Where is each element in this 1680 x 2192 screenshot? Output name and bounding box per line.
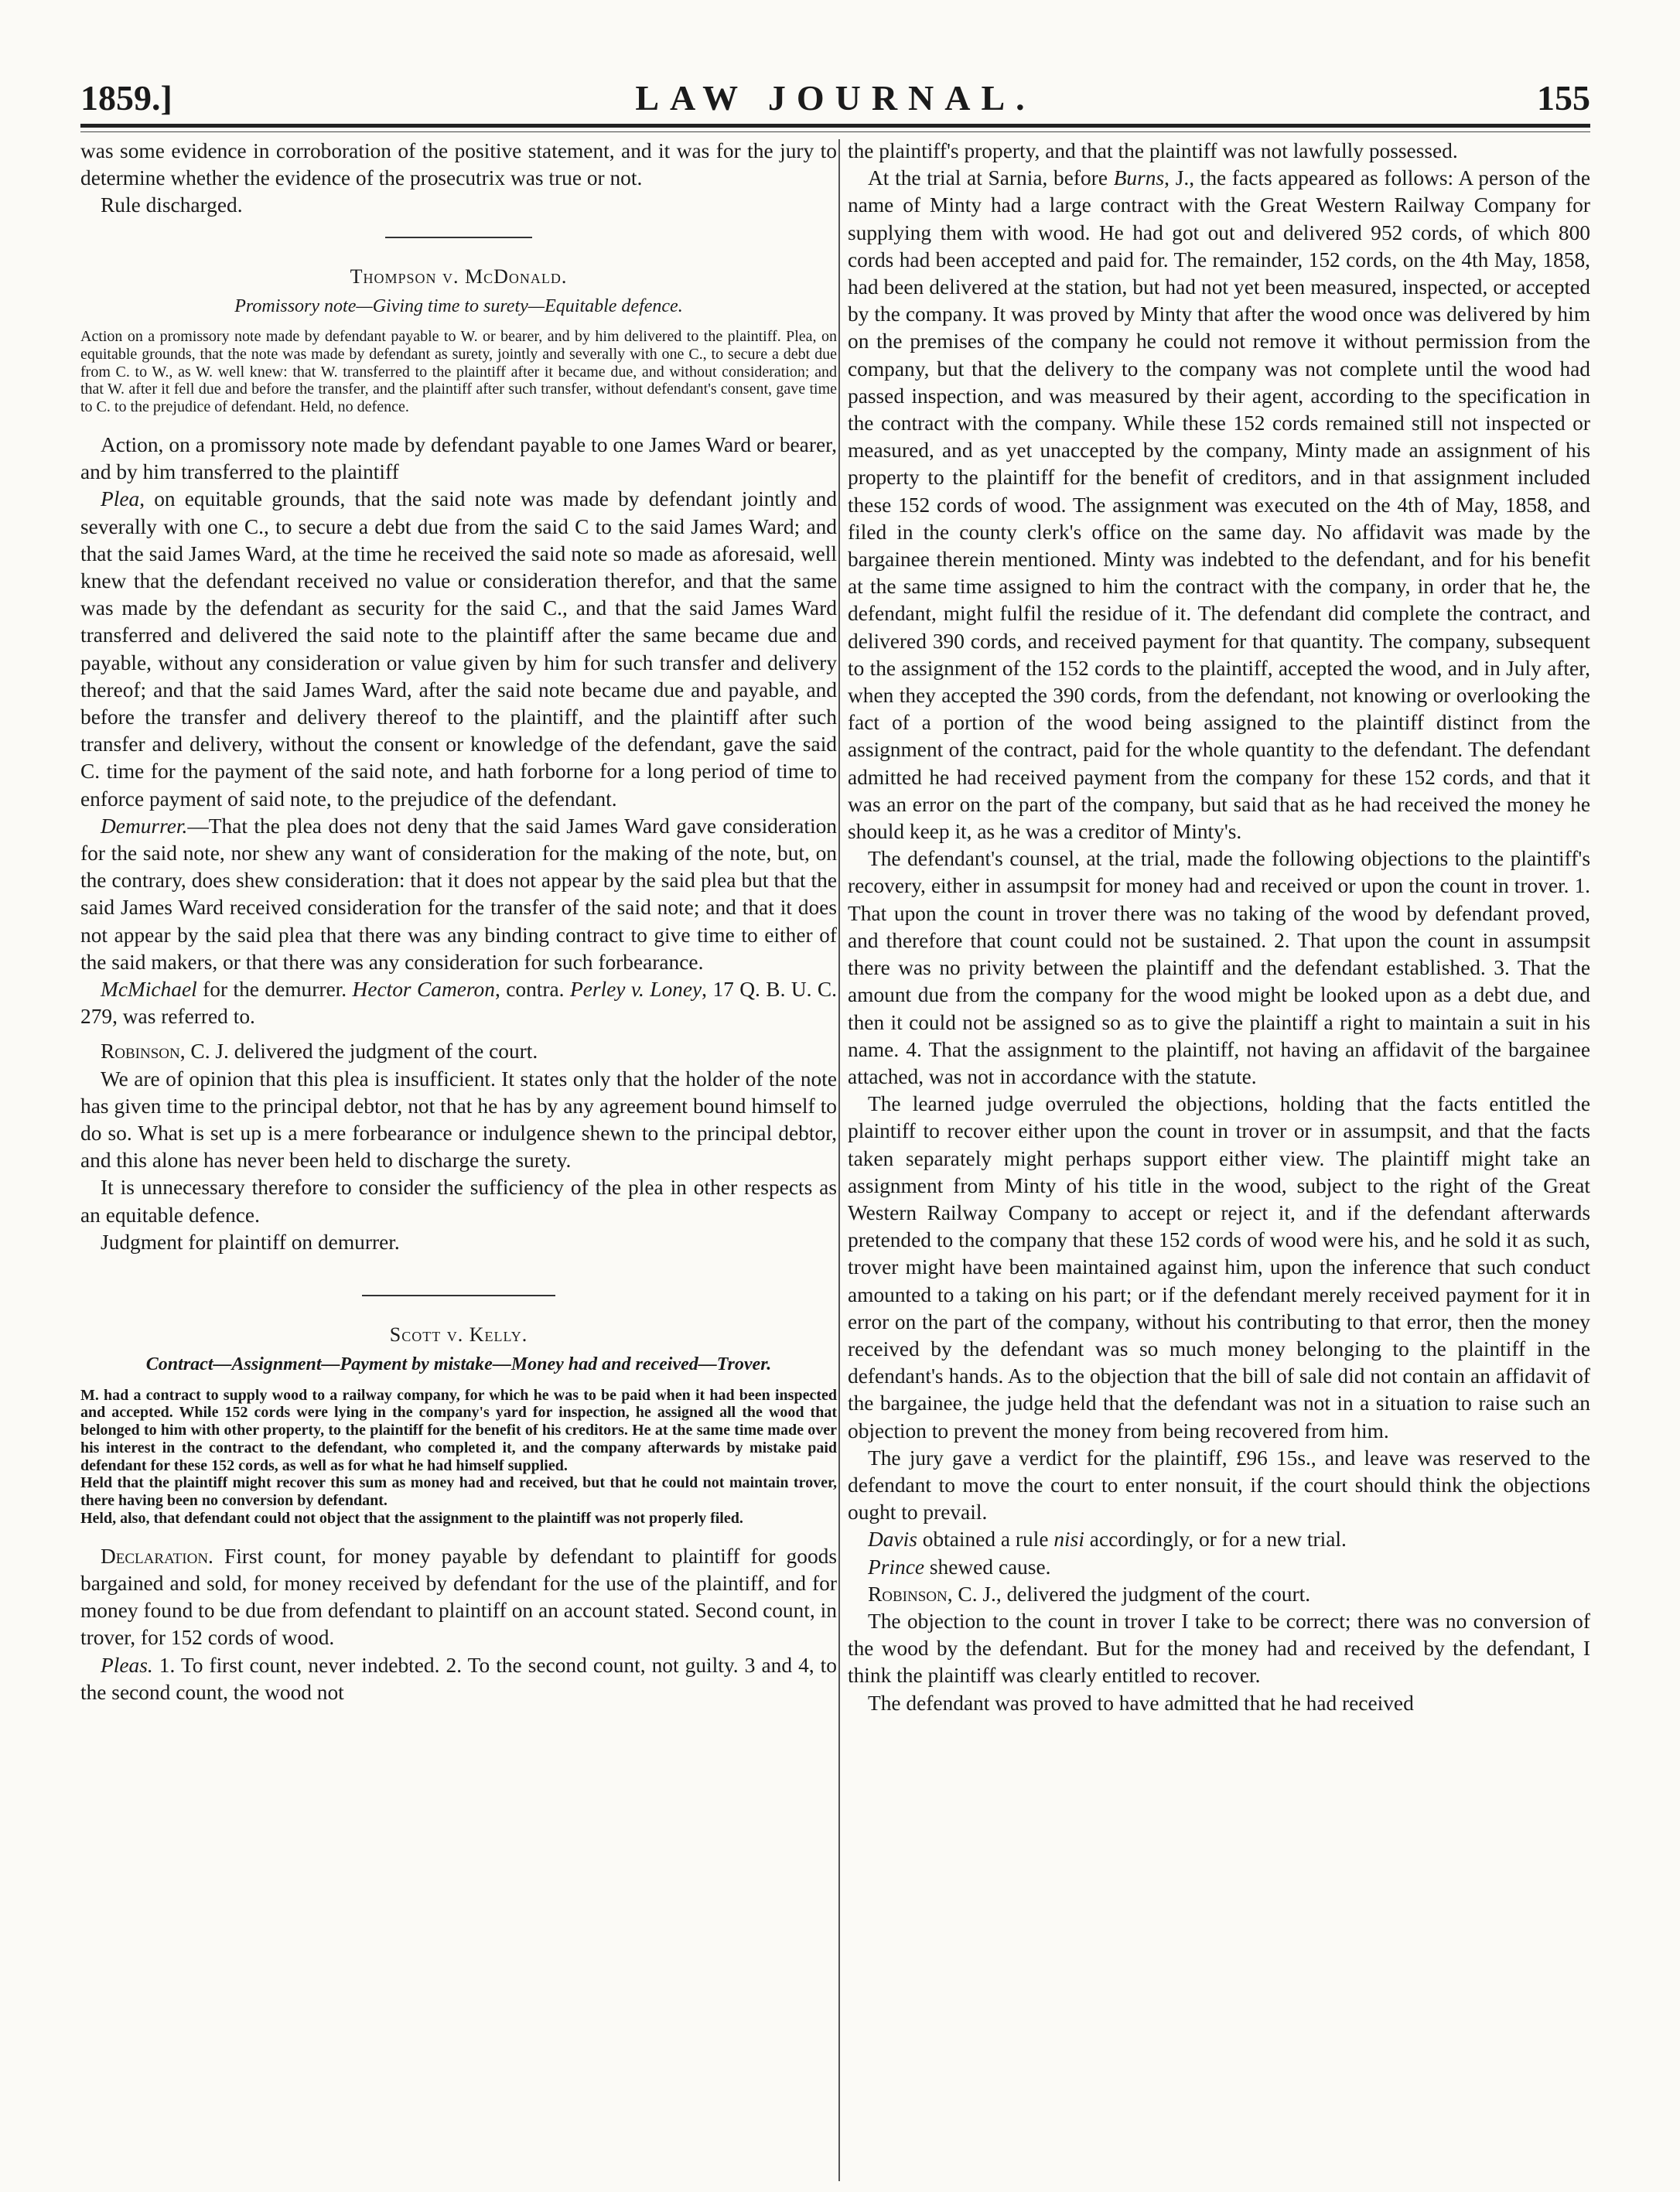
section-separator (385, 237, 532, 238)
header-rule-thick (80, 124, 1590, 128)
rule-discharged: Rule discharged. (101, 193, 243, 217)
header-page-number: 155 (1537, 78, 1590, 118)
case-subtitle-scott: Contract—Assignment—Payment by mistake—Money had and received—Trover. (145, 1354, 772, 1375)
paragraph-rule-nisi (848, 1526, 1590, 1553)
paragraph-trial (848, 165, 1590, 845)
column-divider (838, 139, 840, 2181)
paragraph-objection-trover: The objection to the count in trover I take to be correct; there was no conversion of the wood by the defendant. But for the money had and received by the defendant, I think the plaintiff was clearly entitled to recover. (848, 1609, 1590, 1688)
counsel-text: , contra. (494, 978, 570, 1002)
paragraph-plea (80, 486, 837, 812)
paragraph-pleas (80, 1652, 837, 1706)
judge-text: , C. J. delivered the judgment of the court. (179, 1040, 538, 1064)
pleas-text: 1. To first count, never indebted. 2. To the second count, not guilty. 3 and 4, to the second count, the wood not (80, 1653, 837, 1704)
paragraph-demurrer (80, 813, 837, 976)
paragraph-final: The defendant was proved to have admitted that he had received (868, 1691, 1414, 1715)
case-title-scott: Scott v. Kelly. (389, 1323, 528, 1347)
paragraph-shewed-cause (848, 1554, 1590, 1581)
declaration-text: First count, for money payable by defendant to plaintiff for goods bargained and sold, for money received by defendant for the use of the plaintiff, and for money found to be due from defendant to plaintiff on an account stated. Second count, in trover, for 152 cords of wood. (80, 1544, 837, 1650)
counsel-name-prince: Prince (868, 1555, 925, 1579)
headnote-scott-2: Held that the plaintiff might recover this sum as money had and received, but that he could not maintain trover, there having been no conversion by defendant. (80, 1474, 837, 1510)
paragraph-counsel (80, 976, 837, 1030)
headnote-scott-1: M. had a contract to supply wood to a railway company, for which he was to be paid when it had been inspected and accepted. While 152 cords were lying in the company's yard for inspection, he assigned all the wood that belonged to him with other property, to the plaintiff for the benefit of his creditors. He at the same time made over his interest in the contract to the defendant, who completed it, and the company afterwards by mistake paid defendant for these 152 cords, as well as for what he had himself supplied. (80, 1386, 837, 1474)
trial-judge-name: Burns (1113, 166, 1165, 190)
counsel-name-mcmichael: McMichael (101, 978, 197, 1002)
cause-text: shewed cause. (924, 1555, 1051, 1579)
paragraph-objections: The defendant's counsel, at the trial, made the following objections to the plaintiff's recovery, either in assumpsit for money had and received or upon the count in trover. 1. That upon the count in trover there was no taking of the wood by defendant proved, and therefore that count could not be sustained. 2. That upon the count in assumpsit there was no privity between the plaintiff and the defendant established. 3. That the amount due from the company for the wood might be looked upon as a debt due, and then it could not be assigned so as to give the plaintiff a right to maintain a suit in his name. 4. That the assignment to the plaintiff, not having an affidavit of the bargainee attached, was not in accordance with the statute. (848, 847, 1590, 1088)
case-title-thompson: Thompson v. McDonald. (350, 265, 568, 288)
paragraph-unnecessary: It is unnecessary therefore to consider the sufficiency of the plea in other respects as an equitable defence. (80, 1176, 837, 1227)
headnote-scott-3: Held, also, that defendant could not object that the assignment to the plaintiff was not properly filed. (80, 1510, 743, 1528)
paragraph-verdict: The jury gave a verdict for the plaintiff, £96 15s., and leave was reserved to the defendant to move the court to enter nonsuit, if the court should think the objections ought to prevail. (848, 1446, 1590, 1524)
header-rule-thin (80, 131, 1590, 132)
paragraph-action: Action, on a promissory note made by defendant payable to one James Ward or bearer, and by him transferred to the plaintiff (80, 433, 837, 484)
paragraph-continuation: the plaintiff's property, and that the plaintiff was not lawfully possessed. (848, 139, 1458, 162)
judge-name: Robinson (868, 1582, 948, 1606)
section-separator (362, 1295, 555, 1296)
nisi-term: nisi (1053, 1528, 1084, 1552)
counsel-name-davis: Davis (868, 1528, 917, 1552)
demurrer-text: —That the plea does not deny that the said James Ward gave consideration for the said note, nor shew any want of consideration for the making of the note, but, on the contrary, does shew consideration: that it does not appear by the said plea but that the said James Ward received consideration for the transfer of the said note; and that it does not appear by the said plea that there was any binding contract to give time to either of the said makers, or that there was any consideration for such forbearance. (80, 814, 837, 974)
citation-text: , 17 Q. B. U. C. 279, was referred to. (80, 978, 838, 1029)
rule-text: obtained a rule (917, 1528, 1054, 1552)
demurrer-label: Demurrer. (101, 814, 188, 838)
left-column (80, 138, 837, 1706)
judge-name: Robinson (101, 1040, 180, 1064)
counsel-name-cameron: Hector Cameron (352, 978, 495, 1002)
cited-case: Perley v. Loney (569, 978, 702, 1002)
pleas-label: Pleas. (101, 1653, 153, 1677)
trial-text: At the trial at Sarnia, before (868, 166, 1114, 190)
right-column (848, 138, 1590, 1717)
paragraph-declaration (80, 1543, 837, 1652)
rule-text: accordingly, or for a new trial. (1084, 1528, 1347, 1552)
case-subtitle-thompson: Promissory note—Giving time to surety—Equitable defence. (234, 295, 683, 316)
plea-label: Plea (101, 487, 140, 511)
counsel-text: for the demurrer. (196, 978, 353, 1002)
paragraph-judge-overruled: The learned judge overruled the objections, holding that the facts entitled the plaintiff to recover either upon the count in trover or in assumpsit, and that the facts taken separately might perhaps support either view. The plaintiff might take an assignment from Minty of his title in the wood, subject to the right of the Great Western Railway Company to accept or reject it, and if the defendant afterwards pretended to the company that these 152 cords of wood were his, and he sold it as such, trover might have been maintained against him, upon the inference that such conduct amounted to a taking on his part; or if the defendant merely received payment for it in error on the part of the company, without his contributing to that error, then the money received by the defendant was so much money belonging to the plaintiff in the defendant's hands. As to the objection that the bill of sale did not contain an affidavit of the bargainee, the judge held that the defendant was not in a situation to raise such an objection to prevent the money from being recovered from him. (848, 1092, 1590, 1443)
paragraph-robinson (848, 1581, 1590, 1608)
header-title: LAW JOURNAL. (635, 78, 1036, 118)
plea-text: , on equitable grounds, that the said note was made by defendant jointly and severally with one C., to secure a debt due from the said C to the said James Ward; and that the said James Ward, at the time he received the said note so made as aforesaid, well knew that the defendant received no value or consideration therefor, and that the same was made by the defendant as security for the said C., and that the said James Ward transferred and delivered the said note to the plaintiff after the same became due and payable, without any consideration or value given by him for such transfer and delivery thereof; and that the said James Ward, after the said note became due and payable, and before the transfer and delivery thereof to the plaintiff, and the plaintiff after such transfer and delivery, without the consent or knowledge of the defendant, gave the said C. time for the payment of the said note, and hath forborne for a long period of time to enforce payment of said note, to the prejudice of the defendant. (80, 487, 837, 811)
header-year: 1859.] (80, 78, 172, 118)
paragraph-continuation: was some evidence in corroboration of the positive statement, and it was for the jury to determine whether the evidence of the prosecutrix was true or not. (80, 139, 837, 190)
paragraph-judgment: Judgment for plaintiff on demurrer. (101, 1230, 400, 1254)
trial-text: , J., the facts appeared as follows: A person of the name of Minty had a large contract with the Great Western Railway Company for supplying them with wood. He had got out and delivered 952 cords, of which 800 cords had been accepted and paid for. The remainder, 152 cords, on the 4th May, 1858, had been delivered at the station, but had not yet been measured, inspected, or accepted by the company. It was proved by Minty that after the wood once was delivered by him on the premises of the company he could not remove it without permission from the company, but that the delivery to the company was not complete until the wood had passed inspection, and was measured by their agent, according to the specification in the contract with the company. While these 152 cords remained still not inspected or measured, and as yet unaccepted by the company, Minty made an assignment of his property to the plaintiff for the benefit of creditors, and in that assignment included these 152 cords of wood. The assignment was executed on the 4th of May, 1858, and filed in the county clerk's office on the same day. No affidavit was made by the bargainee therein mentioned. Minty was indebted to the defendant, and for his benefit at the same time assigned to him the contract with the company, in order that he, the defendant, might fulfil the residue of it. The defendant did complete the contract, and delivered 390 cords, and received payment for that quantity. The company, subsequent to the assignment of the 152 cords to the plaintiff, accepted the wood, and in July after, when they accepted the 390 cords, from the defendant, not knowing or overlooking the fact of a portion of the wood being assigned to the plaintiff distinct from the assignment of the contract, paid for the whole quantity to the defendant. The defendant admitted he had received payment from the company for these 152 cords, and that it was an error on the part of the company, but said that as he had received the money he should keep it, as he was a creditor of Minty's. (848, 166, 1591, 844)
paragraph-opinion: We are of opinion that this plea is insufficient. It states only that the holder of the note has given time to the principal debtor, not that he has by any agreement bound himself to do so. What is set up is a mere forbearance or indulgence shewn to the principal debtor, and this alone has never been held to discharge the surety. (80, 1067, 837, 1173)
headnote-thompson: Action on a promissory note made by defendant payable to W. or bearer, and by him delivered to the plaintiff. Plea, on equitable grounds, that the note was made by defendant as surety, jointly and severally with one C., to secure a debt due from C. to W., as W. well knew: that W. transferred to the plaintiff after it became due, and without consideration; and that W. after it fell due and before the transfer, and the plaintiff after such transfer, without defendant's consent, gave time to C. to the prejudice of defendant. Held, no defence. (80, 328, 837, 416)
paragraph-judge (80, 1038, 837, 1065)
declaration-label: Declaration. (101, 1544, 213, 1568)
judge-text: , C. J., delivered the judgment of the court. (947, 1582, 1311, 1606)
